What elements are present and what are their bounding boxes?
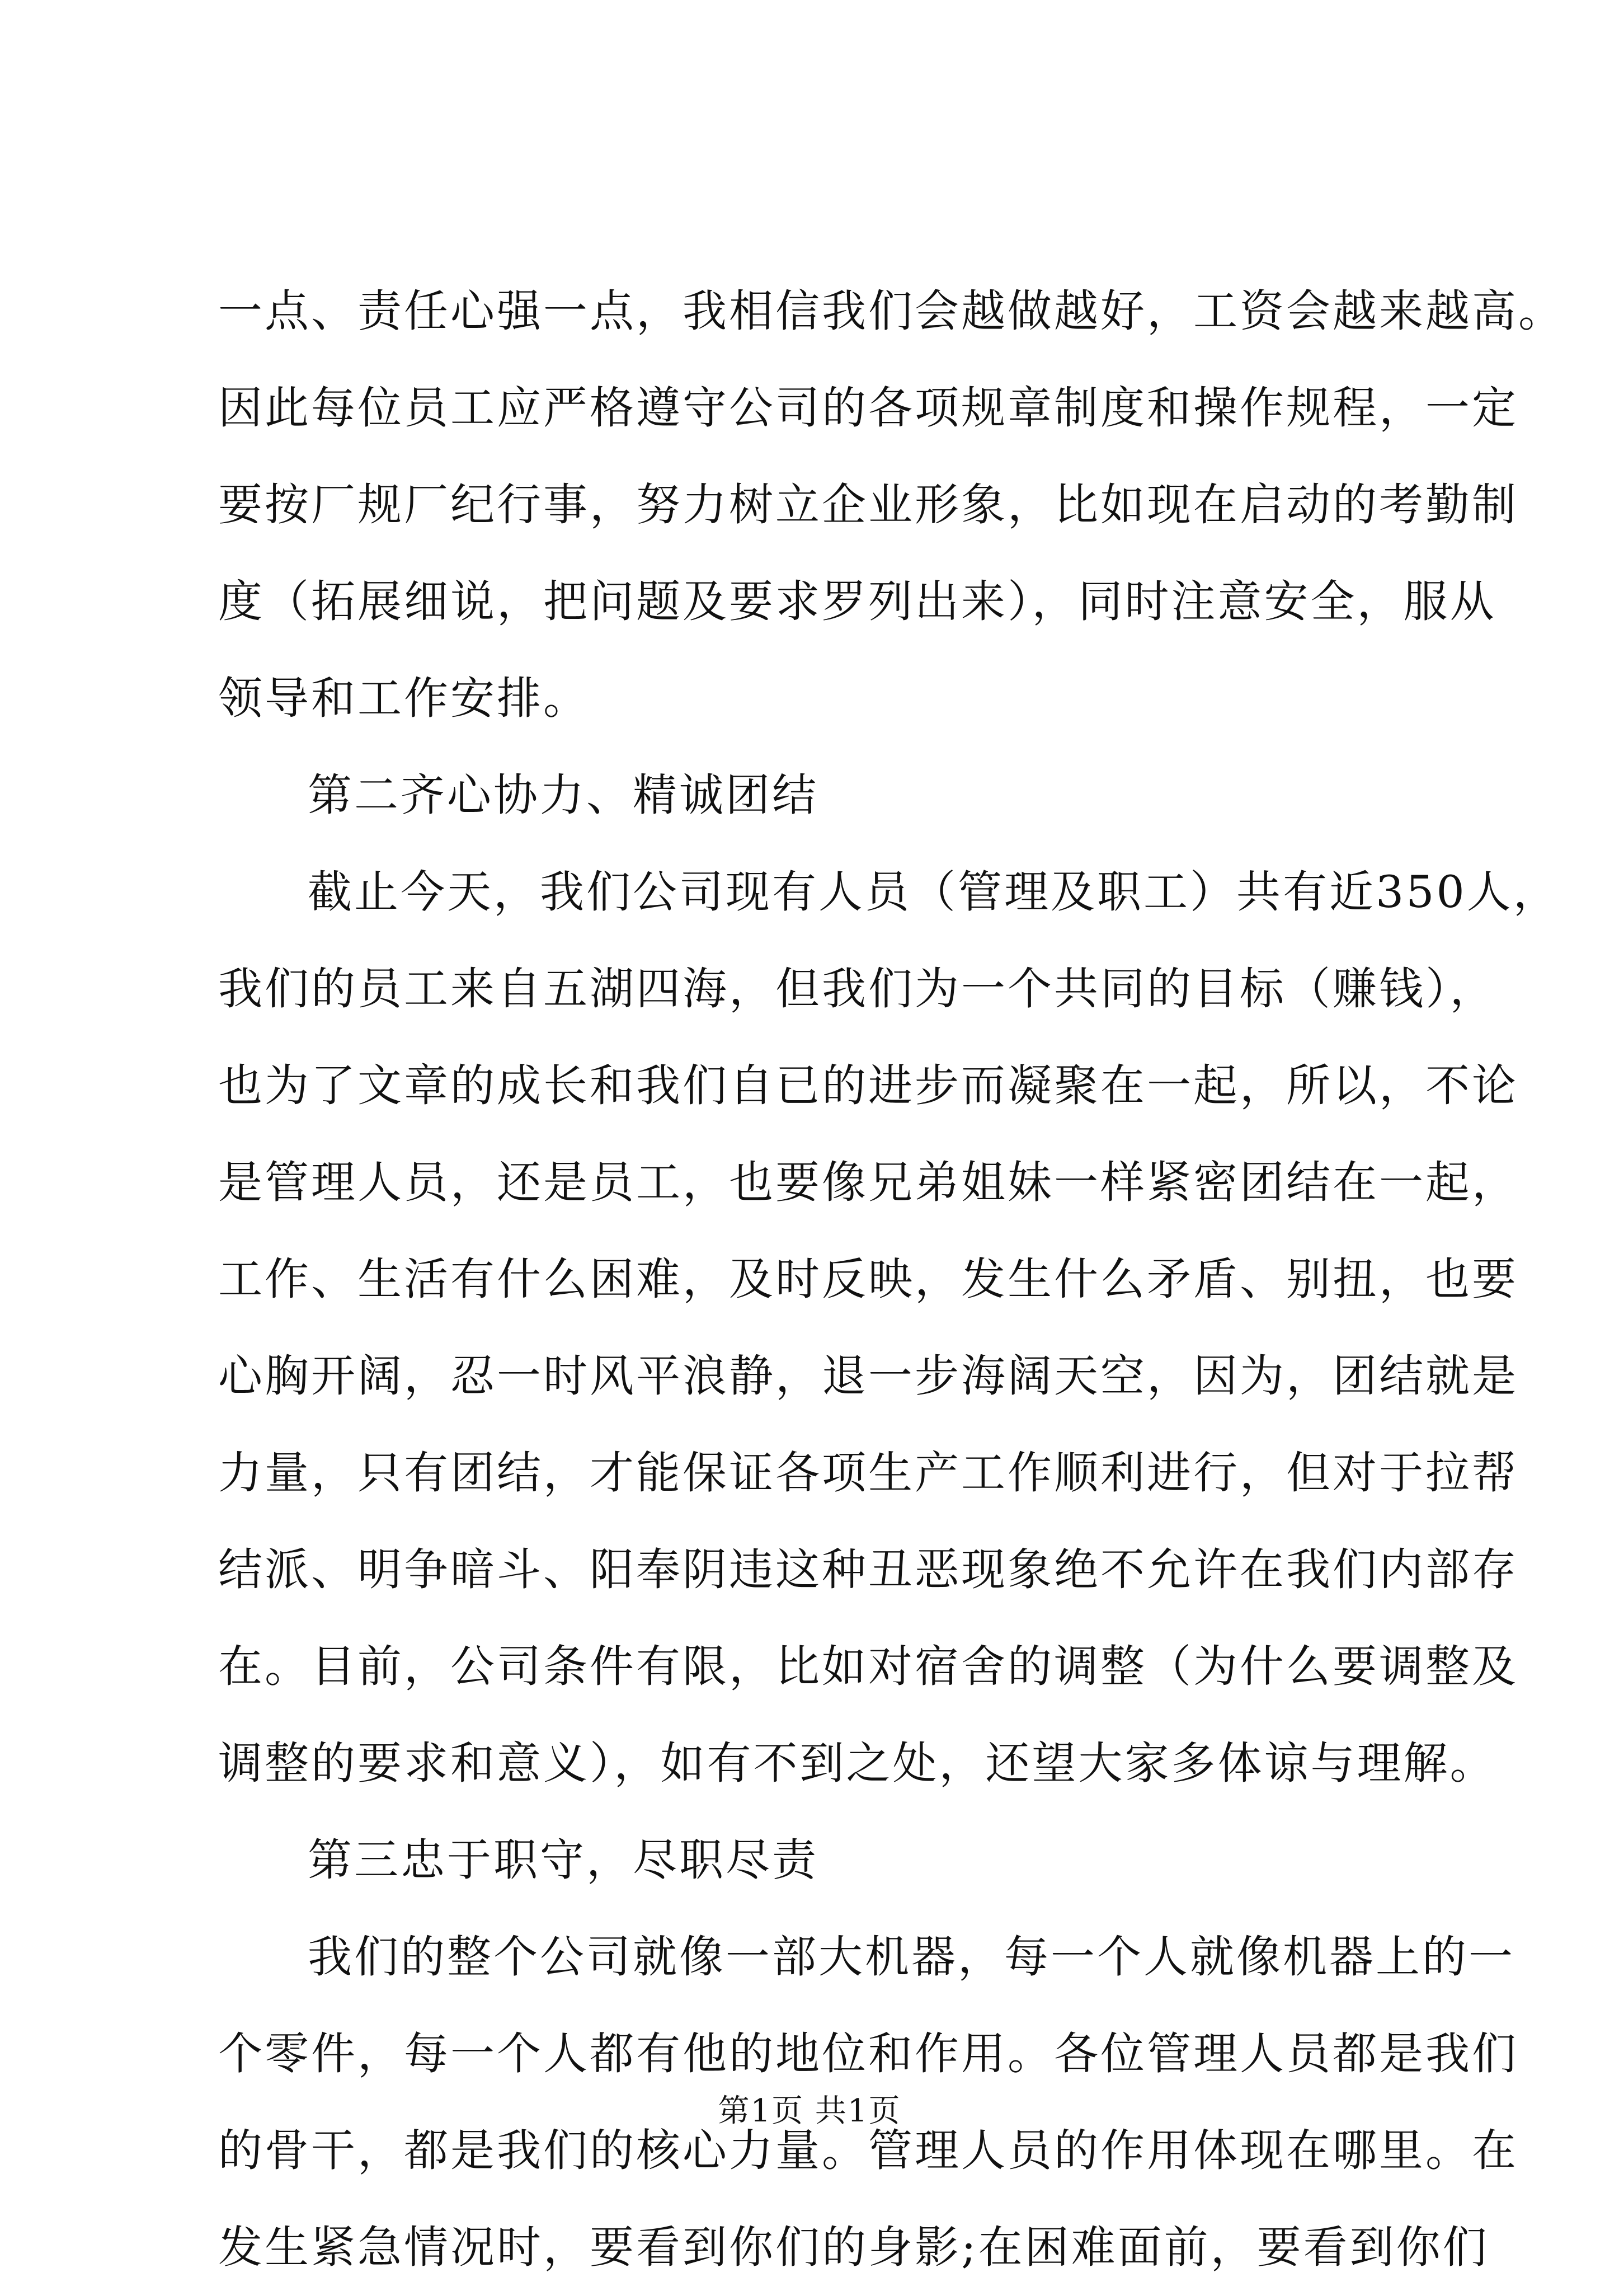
paragraph-start-line: 我们的整个公司就像一部大机器，每一个人就像机器上的一	[308, 1931, 1515, 1983]
text-line: 发生紧急情况时，要看到你们的身影;在困难面前，要看到你们	[218, 2222, 1489, 2273]
text-line: 是管理人员，还是员工，也要像兄弟姐妹一样紧密团结在一起，	[218, 1157, 1518, 1208]
text-line: 我们的员工来自五湖四海，但我们为一个共同的目标（赚钱），	[218, 963, 1496, 1015]
text-line: 力量，只有团结，才能保证各项生产工作顺利进行，但对于拉帮	[218, 1447, 1518, 1499]
text-line: 心胸开阔，忍一时风平浪静，退一步海阔天空，因为，团结就是	[218, 1350, 1518, 1402]
text-line: 的骨干，都是我们的核心力量。管理人员的作用体现在哪里。在	[218, 2125, 1518, 2176]
text-line: 一点、责任心强一点，我相信我们会越做越好，工资会越来越高。	[218, 285, 1565, 337]
page-number-footer: 第1页 共1页	[718, 2093, 901, 2129]
text-line: 在。目前，公司条件有限，比如对宿舍的调整（为什么要调整及	[218, 1641, 1518, 1692]
text-line: 结派、明争暗斗、阳奉阴违这种丑恶现象绝不允许在我们内部存	[218, 1544, 1518, 1595]
paragraph-start-line: 截止今天，我们公司现有人员（管理及职工）共有近350人，	[308, 866, 1560, 918]
text-line: 调整的要求和意义），如有不到之处，还望大家多体谅与理解。	[218, 1738, 1496, 1789]
text-line: 要按厂规厂纪行事，努力树立企业形象，比如现在启动的考勤制	[218, 479, 1518, 530]
text-line: 因此每位员工应严格遵守公司的各项规章制度和操作规程，一定	[218, 382, 1518, 434]
document-body	[218, 263, 1565, 2296]
text-line: 个零件，每一个人都有他的地位和作用。各位管理人员都是我们	[218, 2028, 1518, 2079]
text-line: 度（拓展细说，把问题及要求罗列出来），同时注意安全，服从	[218, 576, 1496, 627]
section-heading: 第二齐心协力、精诚团结	[308, 769, 818, 821]
text-line: 领导和工作安排。	[218, 673, 590, 724]
text-line: 也为了文章的成长和我们自已的进步而凝聚在一起，所以，不论	[218, 1060, 1518, 1111]
text-line: 工作、生活有什么困难，及时反映，发生什么矛盾、别扭，也要	[218, 1253, 1518, 1305]
section-heading: 第三忠于职守，尽职尽责	[308, 1834, 818, 1886]
